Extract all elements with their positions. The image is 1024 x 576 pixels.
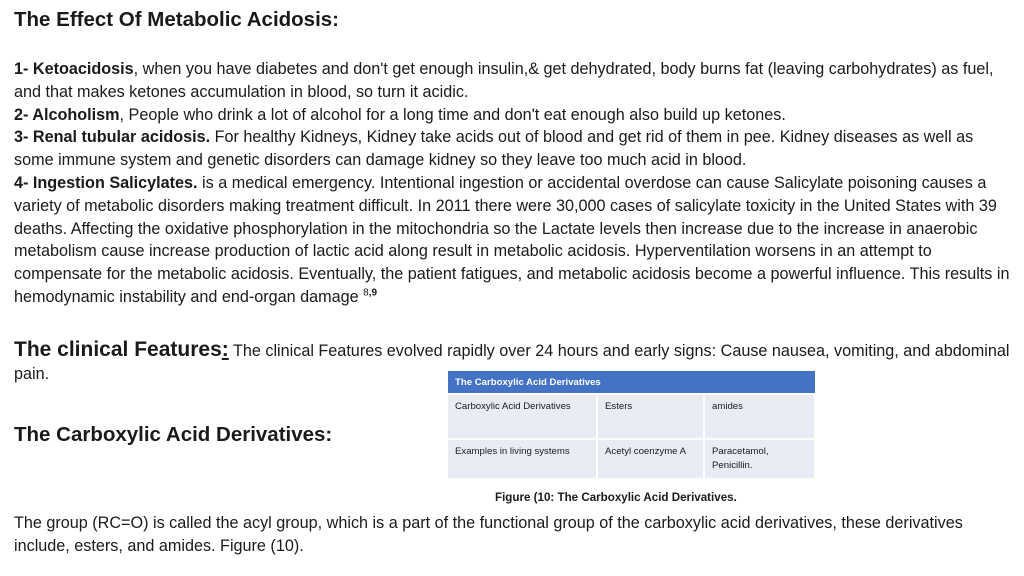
clinical-heading: The clinical Features: [14, 338, 222, 361]
reference-superscript: 8,9: [363, 287, 378, 299]
clinical-text: The clinical Features evolved rapidly over 24 hours and early signs: Cause nausea, vomiting, and abdominal pain.: [14, 342, 1010, 383]
cause-text: , when you have diabetes and don't get enough insulin,& get dehydrated, body burns fat (leaving carbohydrates) as fuel, and that makes ketones accumulation in blood, so turn it acidic.: [14, 60, 994, 101]
cause-label: 2- Alcoholism: [14, 105, 120, 124]
clinical-colon: :: [221, 338, 229, 361]
cause-text: is a medical emergency. Intentional ingestion or accidental overdose can cause Salicylate poisoning causes a variety of metabolic disorders making treatment difficult. In 2011 there were 30,000 cases of salicylate toxicity in the United States with 39 deaths. Affecting the oxidative phosphorylation in the mitochondria so the Lactate levels then increase due to the increase in anaerobic metabolism cause increase production of lactic acid along result in metabolic acidosis. Hyperventilation worsens in an attempt to compensate for the metabolic acidosis. Eventually, the patient fatigues, and metabolic acidosis become a powerful influence. This results in hemodynamic instability and end-organ damage: [14, 173, 1010, 306]
table-row: [448, 394, 815, 439]
table-header: The Carboxylic Acid Derivatives: [448, 371, 815, 394]
cause-label: 3- Renal tubular acidosis.: [14, 128, 211, 147]
table-cell: Esters: [597, 394, 704, 439]
figure-caption: Figure (10: The Carboxylic Acid Derivatives.: [495, 491, 737, 504]
cause-label: 4- Ingestion Salicylates.: [14, 173, 198, 192]
table-cell: amides: [704, 394, 815, 439]
table-cell: Carboxylic Acid Derivatives: [448, 394, 597, 439]
cause-item-renal-tubular-acidosis: [14, 126, 1014, 172]
derivatives-table: [448, 371, 816, 480]
cause-item-alcoholism: [14, 104, 1014, 127]
cause-label: 1- Ketoacidosis: [14, 60, 134, 78]
carboxylic-heading: The Carboxylic Acid Derivatives:: [14, 423, 333, 446]
cause-item-salicylates: [14, 172, 1014, 309]
cause-item-ketoacidosis: [14, 58, 1014, 104]
table-cell: Examples in living systems: [448, 439, 597, 479]
cause-text: For healthy Kidneys, Kidney take acids out of blood and get rid of them in pee. Kidney diseases as well as some immune system and genetic disorders can damage kidney so they leave too much acid in blood.: [14, 128, 974, 170]
closing-paragraph: The group (RC=O) is called the acyl group, which is a part of the functional group of the carboxylic acid derivatives, these derivatives include, esters, and amides. Figure (10).: [14, 514, 963, 555]
causes-list: [14, 58, 1014, 309]
table-header-row: [448, 371, 815, 394]
cause-text: , People who drink a lot of alcohol for a long time and don't eat enough also build up ketones.: [119, 105, 786, 124]
page-title: The Effect Of Metabolic Acidosis:: [14, 8, 340, 31]
table-cell: Acetyl coenzyme A: [597, 439, 704, 479]
table-cell: Paracetamol, Penicillin.: [704, 439, 815, 479]
table-row: [448, 439, 815, 479]
